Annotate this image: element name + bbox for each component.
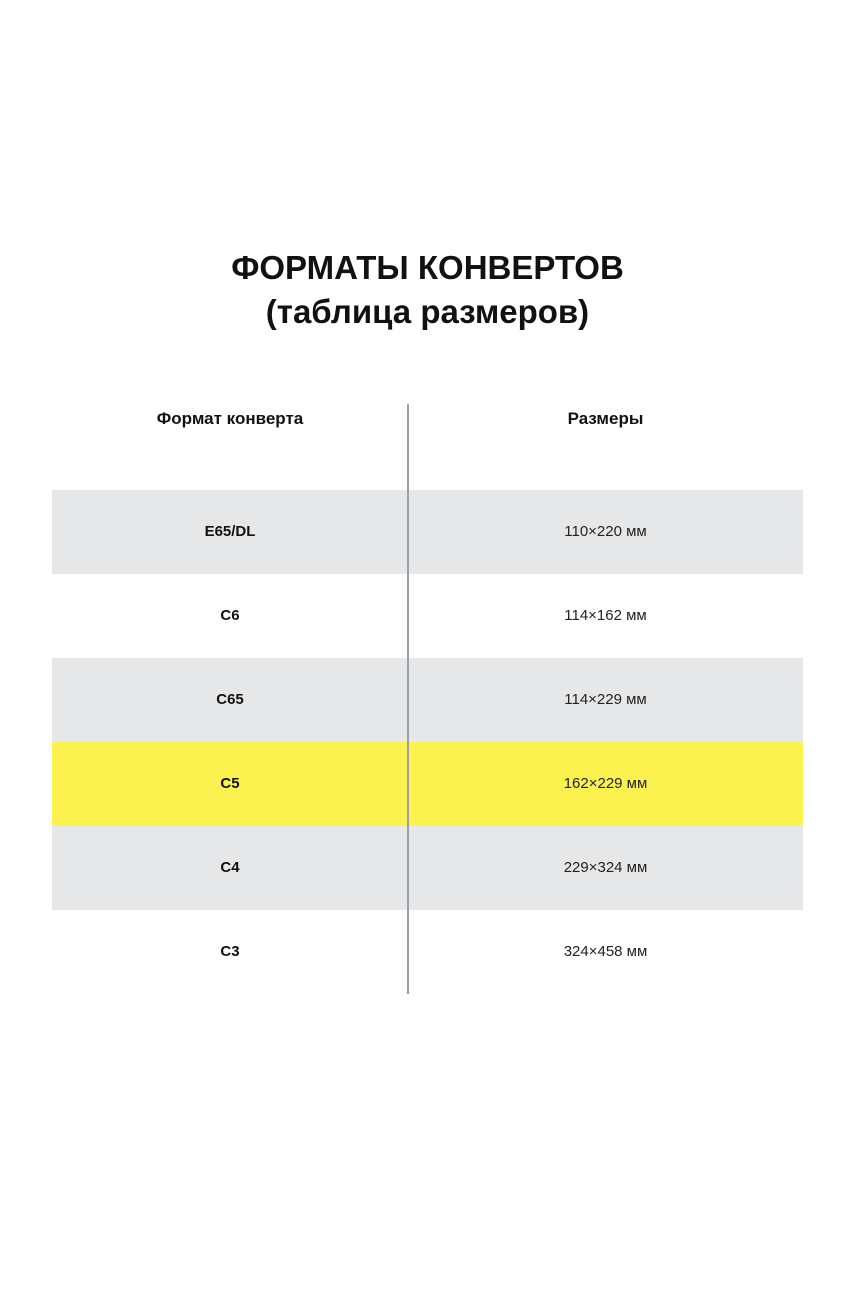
size-cell: 162×229 мм: [563, 775, 648, 792]
size-cell: 114×162 мм: [564, 607, 647, 624]
table-row: [52, 826, 803, 910]
format-cell: C65: [216, 691, 244, 708]
size-cell: 114×229 мм: [564, 691, 647, 708]
title-line-main: ФОРМАТЫ КОНВЕРТОВ: [231, 249, 624, 286]
page-title: [0, 246, 855, 334]
table-row-highlighted: [52, 742, 803, 826]
header-format: Формат конверта: [156, 409, 304, 428]
table-header-row: [52, 404, 803, 434]
column-divider: [407, 404, 409, 994]
size-cell: 110×220 мм: [564, 523, 647, 540]
table-row: [52, 910, 803, 994]
table-row: [52, 574, 803, 658]
size-cell: 229×324 мм: [563, 859, 648, 876]
title-line-sub: (таблица размеров): [265, 293, 590, 330]
table-row: [52, 490, 803, 574]
header-size: Размеры: [567, 409, 644, 428]
envelope-size-table: [52, 404, 803, 994]
format-cell: C3: [220, 943, 240, 960]
table-body: [52, 490, 803, 994]
table-row: [52, 658, 803, 742]
size-cell: 324×458 мм: [563, 943, 648, 960]
format-cell: C4: [220, 859, 240, 876]
format-cell: C5: [220, 775, 240, 792]
format-cell: C6: [220, 607, 240, 624]
format-cell: E65/DL: [204, 523, 256, 540]
